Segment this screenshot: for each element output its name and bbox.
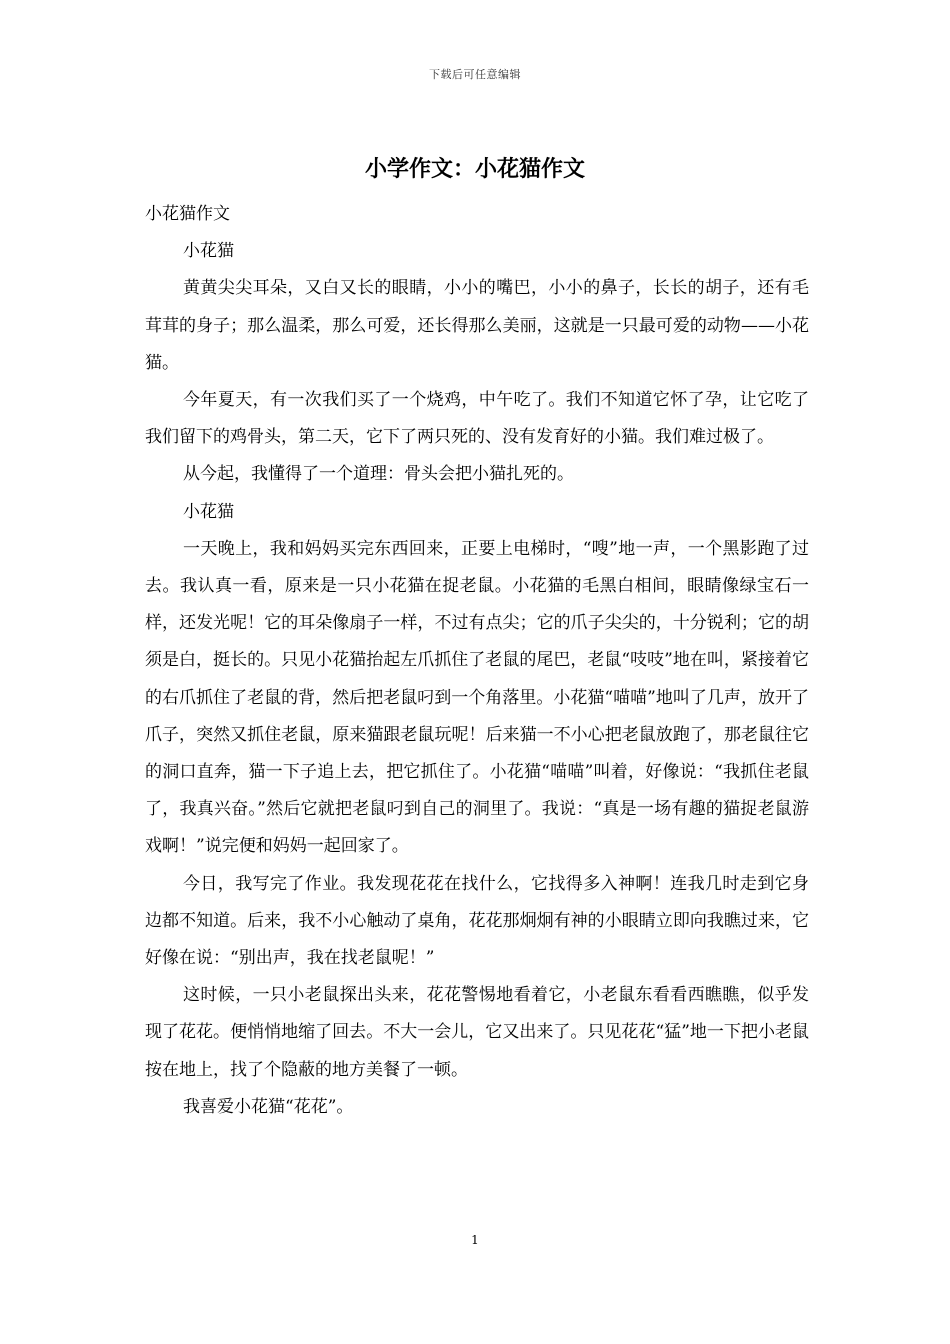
paragraph: 从今起，我懂得了一个道理：骨头会把小猫扎死的。 [183, 464, 574, 485]
document-title: 小学作文：小花猫作文 [364, 156, 585, 182]
paragraph: 小花猫 [183, 501, 234, 522]
paragraph: 一天晚上，我和妈妈买完东西回来，正要上电梯时，“嗖”地一声，一个黑影跑了过去。我认真一看，原来是一只小花猫在捉老鼠。小花猫的毛黑白相间，眼睛像绿宝石一样，还发光呢！它的耳朵像扇子一样，不过有点尖；它的爪子尖尖的，十分锐利；它的胡须是白，挺长的。只见小花猫抬起左爪抓住了老鼠的尾巴，老鼠“吱吱”地在叫，紧接着它的右爪抓住了老鼠的背，然后把老鼠叼到一个角落里。小花猫“喵喵”地叫了几声，放开了爪子，突然又抓住老鼠，原来猫跟老鼠玩呢！后来猫一不小心把老鼠放跑了，那老鼠往它的洞口直奔，猫一下子追上去，把它抓住了。小花猫“喵喵”叫着，好像说：“我抓住老鼠了，我真兴奋。”然后它就把老鼠叼到自己的洞里了。我说：“真是一场有趣的猫捉老鼠游戏啊！”说完便和妈妈一起回家了。 [145, 538, 809, 857]
paragraph: 小花猫 [183, 241, 234, 262]
paragraph: 今日，我写完了作业。我发现花花在找什么，它找得多入神啊！连我几时走到它身边都不知道。后来，我不小心触动了桌角，花花那炯炯有神的小眼睛立即向我瞧过来，它好像在说：“别出声，我在找老鼠呢！” [145, 873, 809, 969]
paragraph: 今年夏天，有一次我们买了一个烧鸡，中午吃了。我们不知道它怀了孕，让它吃了我们留下的鸡骨头，第二天，它下了两只死的、没有发育好的小猫。我们难过极了。 [145, 390, 809, 448]
page-number: 1 [471, 1233, 479, 1247]
paragraph: 小花猫作文 [145, 204, 230, 224]
paragraph: 这时候，一只小老鼠探出头来，花花警惕地看着它，小老鼠东看看西瞧瞧，似乎发现了花花。便悄悄地缩了回去。不大一会儿，它又出来了。只见花花“猛”地一下把小老鼠按在地上，找了个隐蔽的地方美餐了一顿。 [145, 985, 809, 1080]
paragraph: 黄黄尖尖耳朵，又白又长的眼睛，小小的嘴巴，小小的鼻子，长长的胡子，还有毛茸茸的身子；那么温柔，那么可爱，还长得那么美丽，这就是一只最可爱的动物——小花猫。 [145, 278, 809, 373]
page-header: 下载后可任意编辑 [429, 68, 521, 81]
document-body [145, 196, 809, 1126]
paragraph: 我喜爱小花猫“花花”。 [183, 1096, 354, 1117]
